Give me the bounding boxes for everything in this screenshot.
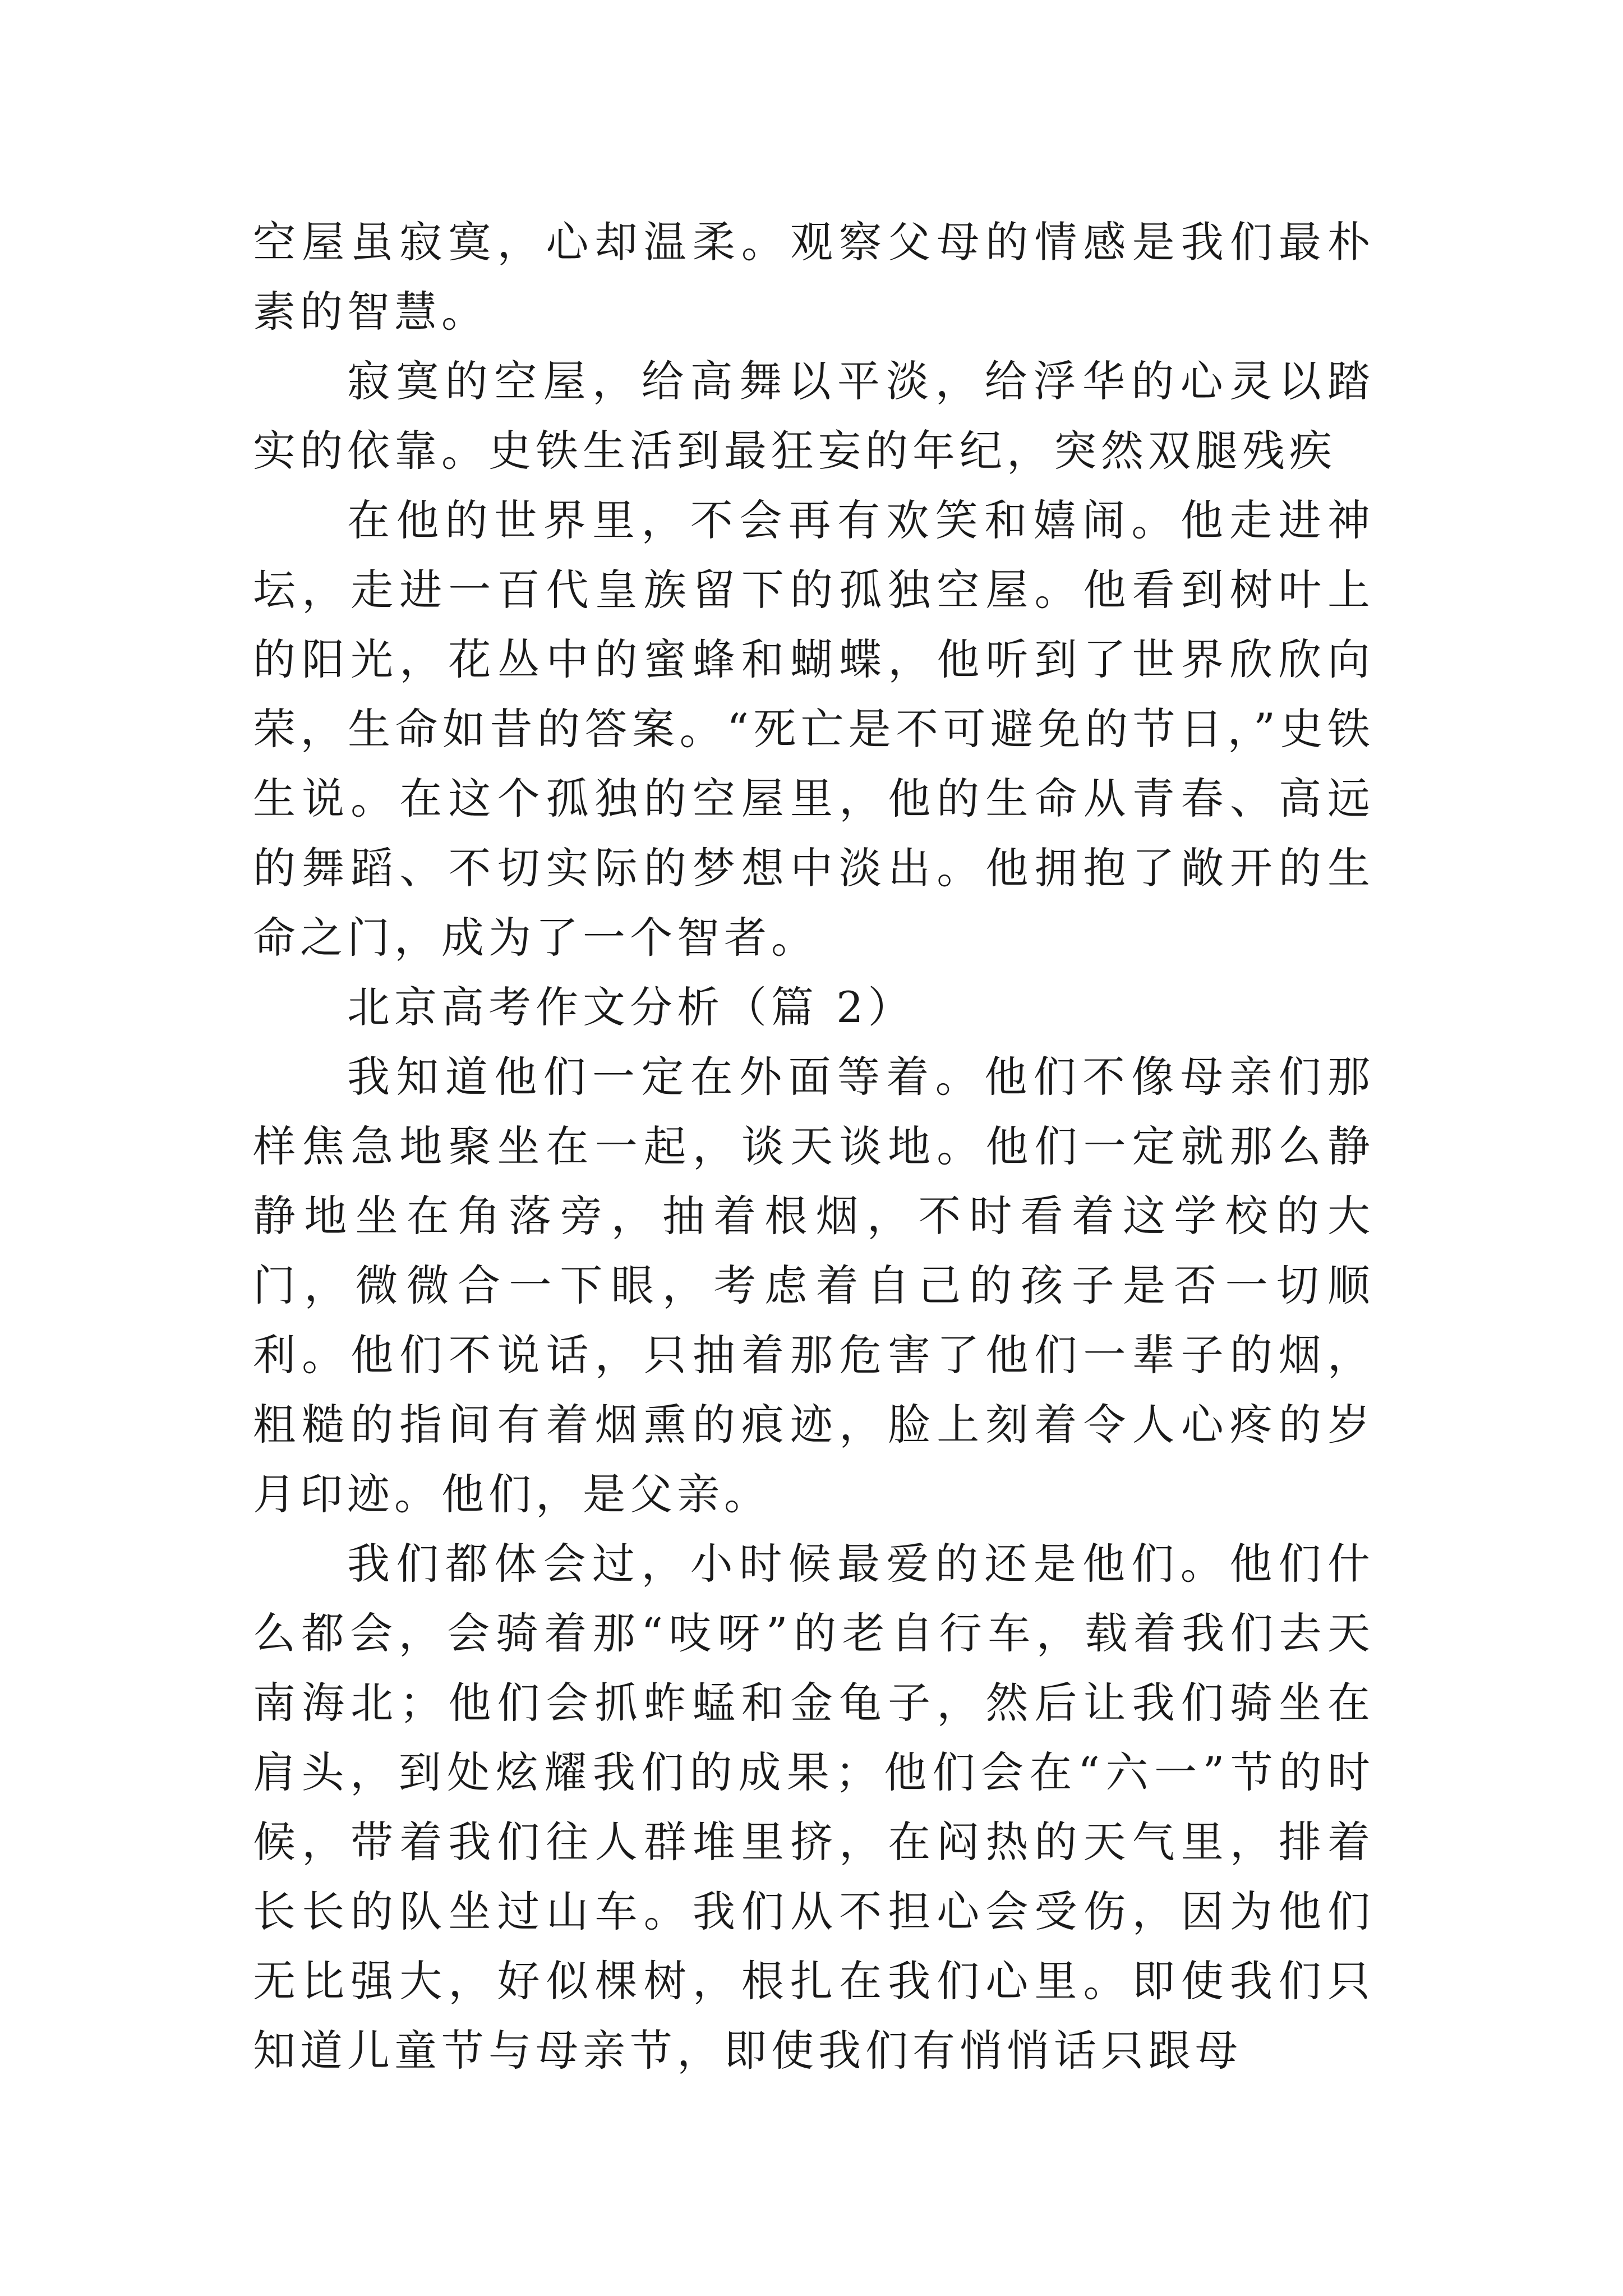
- paragraph: 寂寞的空屋，给高舞以平淡，给浮华的心灵以踏实的依靠。史铁生活到最狂妄的年纪，突然双腿残疾: [253, 356, 1375, 476]
- section-heading: 北京高考作文分析（篇 2）: [347, 982, 915, 1032]
- document-body: [253, 208, 1375, 2086]
- paragraph: 我知道他们一定在外面等着。他们不像母亲们那样焦急地聚坐在一起，谈天谈地。他们一定就那么静静地坐在角落旁，抽着根烟，不时看着这学校的大门，微微合一下眼，考虑着自己的孩子是否一切顺利。他们不说话，只抽着那危害了他们一辈子的烟，粗糙的指间有着烟熏的痕迹，脸上刻着令人心疼的岁月印迹。他们，是父亲。: [253, 1052, 1375, 1519]
- paragraph: 在他的世界里，不会再有欢笑和嬉闹。他走进神坛，走进一百代皇族留下的孤独空屋。他看到树叶上的阳光，花丛中的蜜蜂和蝴蝶，他听到了世界欣欣向荣，生命如昔的答案。“死亡是不可避免的节日，”史铁生说。在这个孤独的空屋里，他的生命从青春、高远的舞蹈、不切实际的梦想中淡出。他拥抱了敞开的生命之门，成为了一个智者。: [253, 495, 1375, 963]
- paragraph: 空屋虽寂寞，心却温柔。观察父母的情感是我们最朴素的智慧。: [253, 217, 1375, 337]
- paragraph: 我们都体会过，小时候最爱的还是他们。他们什么都会，会骑着那“吱呀”的老自行车，载着我们去天南海北；他们会抓蚱蜢和金龟子，然后让我们骑坐在肩头，到处炫耀我们的成果；他们会在“六一”节的时候，带着我们往人群堆里挤，在闷热的天气里，排着长长的队坐过山车。我们从不担心会受伤，因为他们无比强大，好似棵树，根扎在我们心里。即使我们只知道儿童节与母亲节，即使我们有悄悄话只跟母: [253, 1539, 1375, 2076]
